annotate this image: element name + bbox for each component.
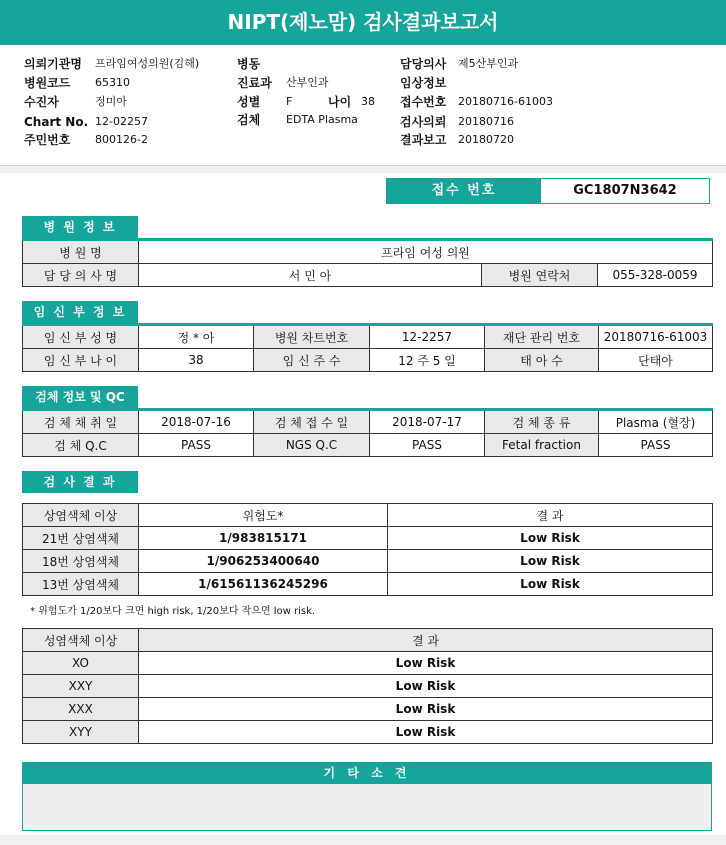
patient-name-label: 임 신 부 성 명 xyxy=(23,325,139,349)
hospital-table xyxy=(22,238,713,287)
header-label-request: 검사의뢰 xyxy=(400,115,447,129)
header-value-department: 산부인과 xyxy=(286,76,329,89)
doctor-label: 담 당 의 사 명 xyxy=(23,264,139,287)
header-value-sex: F xyxy=(286,95,293,108)
specimen-table xyxy=(22,408,713,457)
receipt-number-box xyxy=(386,178,710,204)
header-value-id: 800126-2 xyxy=(95,133,148,146)
foundation-number-label: 재단 관리 번호 xyxy=(485,325,599,349)
patient-name-value: 정 * 아 xyxy=(139,325,254,349)
table-row xyxy=(23,652,713,675)
gestation-weeks-value: 12 주 5 일 xyxy=(370,349,485,372)
report-body xyxy=(0,173,726,835)
ngs-qc-label: NGS Q.C xyxy=(254,434,370,457)
table-row xyxy=(23,410,713,434)
xxy-result: Low Risk xyxy=(139,675,713,698)
header-label-id: 주민번호 xyxy=(24,133,71,147)
header-label-age: 나이 xyxy=(328,95,352,109)
doctor-value: 서 민 아 xyxy=(139,264,482,287)
table-row xyxy=(23,504,713,527)
chromosome-13-label: 13번 상염색체 xyxy=(23,573,139,596)
patient-age-label: 임 신 부 나 이 xyxy=(23,349,139,372)
section-tab-specimen: 검체 정보 및 QC xyxy=(22,386,138,408)
fetus-count-value: 단태아 xyxy=(599,349,713,372)
header-label-sex: 성별 xyxy=(237,95,261,109)
specimen-type-label: 검 체 종 류 xyxy=(485,410,599,434)
xyy-label: XYY xyxy=(23,721,139,744)
report-title: NIPT(제노맘) 검사결과보고서 xyxy=(0,0,726,45)
foundation-number-value: 20180716-61003 xyxy=(599,325,713,349)
collection-date-value: 2018-07-16 xyxy=(139,410,254,434)
chromosome-18-risk: 1/906253400640 xyxy=(139,550,388,573)
header-label-specimen: 검체 xyxy=(237,113,261,127)
table-row xyxy=(23,698,713,721)
risk-footnote: * 위험도가 1/20보다 크면 high risk, 1/20보다 작으면 low risk. xyxy=(30,606,316,617)
received-date-value: 2018-07-17 xyxy=(370,410,485,434)
table-row xyxy=(23,527,713,550)
header-label-chart: Chart No. xyxy=(24,115,89,129)
chromosome-21-result: Low Risk xyxy=(388,527,713,550)
hospital-name-label: 병 원 명 xyxy=(23,240,139,264)
table-row xyxy=(23,434,713,457)
header-value-age: 38 xyxy=(361,95,375,108)
header-value-report: 20180720 xyxy=(458,133,514,146)
xxy-label: XXY xyxy=(23,675,139,698)
autosome-results-table xyxy=(22,503,713,596)
table-row xyxy=(23,240,713,264)
header-label-report: 결과보고 xyxy=(400,133,447,147)
report-header xyxy=(0,45,726,166)
ngs-qc-value: PASS xyxy=(370,434,485,457)
xo-result: Low Risk xyxy=(139,652,713,675)
risk-header: 위험도* xyxy=(139,504,388,527)
receipt-number-label: 접수 번호 xyxy=(387,179,541,203)
fetal-fraction-value: PASS xyxy=(599,434,713,457)
gestation-weeks-label: 임 신 주 수 xyxy=(254,349,370,372)
chromosome-21-label: 21번 상염색체 xyxy=(23,527,139,550)
table-row xyxy=(23,325,713,349)
header-label-department: 진료과 xyxy=(237,76,272,90)
autosome-result-header: 결 과 xyxy=(388,504,713,527)
header-value-patient: 정미아 xyxy=(95,95,127,108)
contact-label: 병원 연락처 xyxy=(482,264,598,287)
receipt-number-value: GC1807N3642 xyxy=(573,183,677,198)
remarks-body xyxy=(22,784,712,831)
contact-value: 055-328-0059 xyxy=(598,264,713,287)
header-value-specimen: EDTA Plasma xyxy=(286,113,358,126)
header-label-receipt-no: 접수번호 xyxy=(400,95,447,109)
header-value-doctor: 제5산부인과 xyxy=(458,57,519,70)
header-label-patient: 수진자 xyxy=(24,95,59,109)
chart-number-value: 12-2257 xyxy=(370,325,485,349)
chromosome-18-label: 18번 상염색체 xyxy=(23,550,139,573)
header-value-receipt-no: 20180716-61003 xyxy=(458,95,553,108)
table-row xyxy=(23,264,713,287)
fetus-count-label: 태 아 수 xyxy=(485,349,599,372)
patient-table xyxy=(22,323,713,372)
chromosome-13-result: Low Risk xyxy=(388,573,713,596)
hospital-name-value: 프라임 여성 의원 xyxy=(139,240,713,264)
header-label-doctor: 담당의사 xyxy=(400,57,447,71)
xxx-result: Low Risk xyxy=(139,698,713,721)
header-value-request: 20180716 xyxy=(458,115,514,128)
table-row xyxy=(23,629,713,652)
received-date-label: 검 체 접 수 일 xyxy=(254,410,370,434)
section-tab-results: 검 사 결 과 xyxy=(22,471,138,493)
specimen-qc-label: 검 체 Q.C xyxy=(23,434,139,457)
specimen-qc-value: PASS xyxy=(139,434,254,457)
collection-date-label: 검 체 채 취 일 xyxy=(23,410,139,434)
sex-chromosome-header-label: 성염색체 이상 xyxy=(23,629,139,652)
autosome-header-label: 상염색체 이상 xyxy=(23,504,139,527)
table-row xyxy=(23,675,713,698)
table-row xyxy=(23,550,713,573)
header-label-hospital-code: 병원코드 xyxy=(24,76,71,90)
sex-chromosome-result-header: 결 과 xyxy=(139,629,713,652)
header-value-institution: 프라임여성의원(김해) xyxy=(95,57,200,70)
xo-label: XO xyxy=(23,652,139,675)
patient-age-value: 38 xyxy=(139,349,254,372)
fetal-fraction-label: Fetal fraction xyxy=(485,434,599,457)
table-row xyxy=(23,721,713,744)
xyy-result: Low Risk xyxy=(139,721,713,744)
table-row xyxy=(23,573,713,596)
header-label-clinical: 임상정보 xyxy=(400,76,447,90)
header-value-chart: 12-02257 xyxy=(95,115,148,128)
header-label-ward: 병동 xyxy=(237,57,261,71)
xxx-label: XXX xyxy=(23,698,139,721)
chromosome-13-risk: 1/61561136245296 xyxy=(139,573,388,596)
section-tab-patient: 임 신 부 정 보 xyxy=(22,301,138,323)
remarks-header: 기 타 소 견 xyxy=(22,762,712,784)
chromosome-21-risk: 1/983815171 xyxy=(139,527,388,550)
sex-chromosome-results-table xyxy=(22,628,713,744)
section-tab-hospital: 병 원 정 보 xyxy=(22,216,138,238)
specimen-type-value: Plasma (혈장) xyxy=(599,410,713,434)
header-value-hospital-code: 65310 xyxy=(95,76,130,89)
table-row xyxy=(23,349,713,372)
chart-number-label: 병원 차트번호 xyxy=(254,325,370,349)
chromosome-18-result: Low Risk xyxy=(388,550,713,573)
header-label-institution: 의뢰기관명 xyxy=(24,57,82,71)
